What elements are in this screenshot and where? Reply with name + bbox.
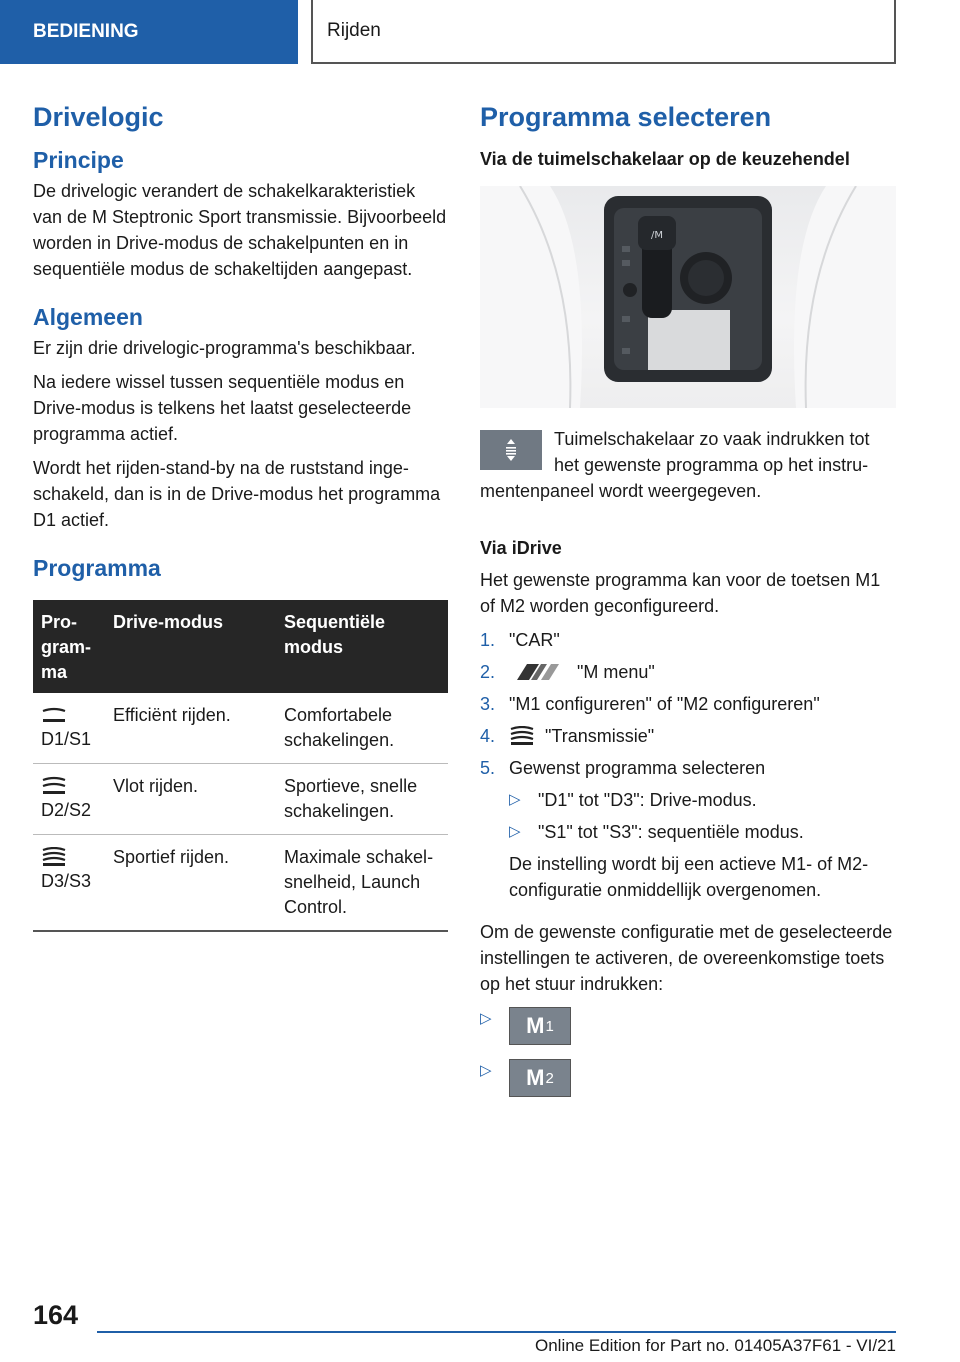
step-text: Gewenst programma selecteren [509,758,766,778]
step-text: "M menu" [577,662,655,682]
sequential-cell: Maximale schakelsnelheid, Launch Control. [276,835,448,932]
sequential-cell: Comfortabele schakelingen. [276,693,448,764]
program-cell [33,835,105,932]
idrive-heading: Via iDrive [480,538,562,558]
drive-cell: Sportief rijden. [105,835,276,932]
key-letter: M [526,1013,545,1038]
header-sequential: Sequentiële modus [276,600,448,693]
activate-text: Om de gewenste configuratie met de geselecteerde instellingen te activeren, de overeenkomstige toets op het stuur indrukken: [480,922,893,994]
step-text: "CAR" [509,630,560,650]
algemeen-paragraph-2: Na iedere wissel tussen sequentiële modus en Drive-modus is telkens het laatst geselecteerde programma actief. [33,372,412,444]
algemeen-heading: Algemeen [33,304,143,330]
principe-text: De drivelogic verandert de schakelkarakteristiek van de M Steptronic Sport transmissie. Bijvoorbeeld worden in Drive-modus de schakelpunten en in sequentiële modus de schakeltijden aangepast. [33,181,447,279]
m1-key-icon [509,1007,571,1045]
list-item [480,691,896,717]
programma-heading: Programma [33,555,161,581]
m-menu-icon [509,662,565,682]
step-number: 5. [480,758,496,778]
page-number: 164 [33,1300,79,1330]
list-item [480,723,896,749]
drive-cell: Vlot rijden. [105,764,276,835]
step-number: 4. [480,726,496,746]
section-tab: BEDIENING [0,0,298,64]
step-text: "Transmissie" [545,726,655,746]
option-text: "D1" tot "D3": Drive-modus. [538,790,757,810]
right-column [480,96,896,1111]
idrive-steps [480,627,896,911]
list-item [480,627,896,653]
edition-text: Online Edition for Part no. 01405A37F61 - VI/21 [534,1336,896,1355]
algemeen-paragraph-3: Wordt het rijden-stand-by na de ruststand ingeschakeld, dan is in de Drive-modus het programma D1 actief. [33,458,441,530]
step-text: "M1 configureren" of "M2 configureren" [509,694,820,714]
header-program: Programma [33,600,105,693]
step-number: 3. [480,694,496,714]
m2-key-icon [509,1059,571,1097]
rocker-instruction [480,426,896,512]
key-number: 1 [545,1017,554,1035]
program-cell [33,764,105,835]
header-drive: Drive-modus [105,600,276,693]
step-number: 1. [480,630,496,650]
drive-cell: Efficiënt rijden. [105,693,276,764]
table-header-row [33,600,448,693]
program-options [509,787,896,845]
setting-note: De instelling wordt bij een actieve M1- of M2-configuratie onmiddellijk overgenomen. [509,854,869,900]
console-photo [480,186,896,408]
m1-key-item [480,1007,896,1045]
table-row [33,835,448,932]
principe-heading: Principe [33,147,124,173]
sequential-cell: Sportieve, snelle schakelingen. [276,764,448,835]
footer-divider [97,1331,896,1333]
program-cell [33,693,105,764]
rocker-switch-button [480,430,542,470]
triangle-bullet-icon: ▷ [480,1062,492,1079]
drivelogic-2-icon [41,776,67,796]
left-column [33,96,448,932]
program-label: D2/S2 [41,800,92,820]
list-item [509,787,896,813]
program-table [33,600,448,932]
program-label: D1/S1 [41,729,92,749]
section-title: Programma selecteren [480,102,772,132]
list-item [480,755,896,911]
triangle-bullet-icon: ▷ [509,791,521,808]
transmission-icon [509,726,535,746]
option-text: "S1" tot "S3": sequentiële modus. [538,822,804,842]
program-label: D3/S3 [41,871,92,891]
table-row [33,693,448,764]
idrive-text: Het gewenste programma kan voor de toetsen M1 of M2 worden geconfigureerd. [480,570,881,616]
m2-key-item [480,1059,896,1097]
rocker-text: Tuimelschakelaar zo vaak indrukken tot het gewenste programma op het instrumentenpaneel wordt weergegeven. [480,429,870,501]
gear-selector-illustration [480,186,896,408]
page-title: Drivelogic [33,102,164,132]
drivelogic-1-icon [41,705,67,725]
step-number: 2. [480,662,496,682]
triangle-bullet-icon: ▷ [480,1010,492,1027]
key-letter: M [526,1065,545,1090]
list-item [509,819,896,845]
list-item [480,659,896,685]
rocker-switch-icon [503,437,519,463]
triangle-bullet-icon: ▷ [509,823,521,840]
chapter-title: Rijden [311,0,896,64]
svg-text:/M: /M [651,230,663,241]
key-number: 2 [545,1069,554,1087]
algemeen-paragraph-1: Er zijn drie drivelogic-programma's beschikbaar. [33,338,416,358]
table-row [33,764,448,835]
via-rocker-heading: Via de tuimelschakelaar op de keuzehendel [480,149,850,169]
drivelogic-3-icon [41,847,67,867]
